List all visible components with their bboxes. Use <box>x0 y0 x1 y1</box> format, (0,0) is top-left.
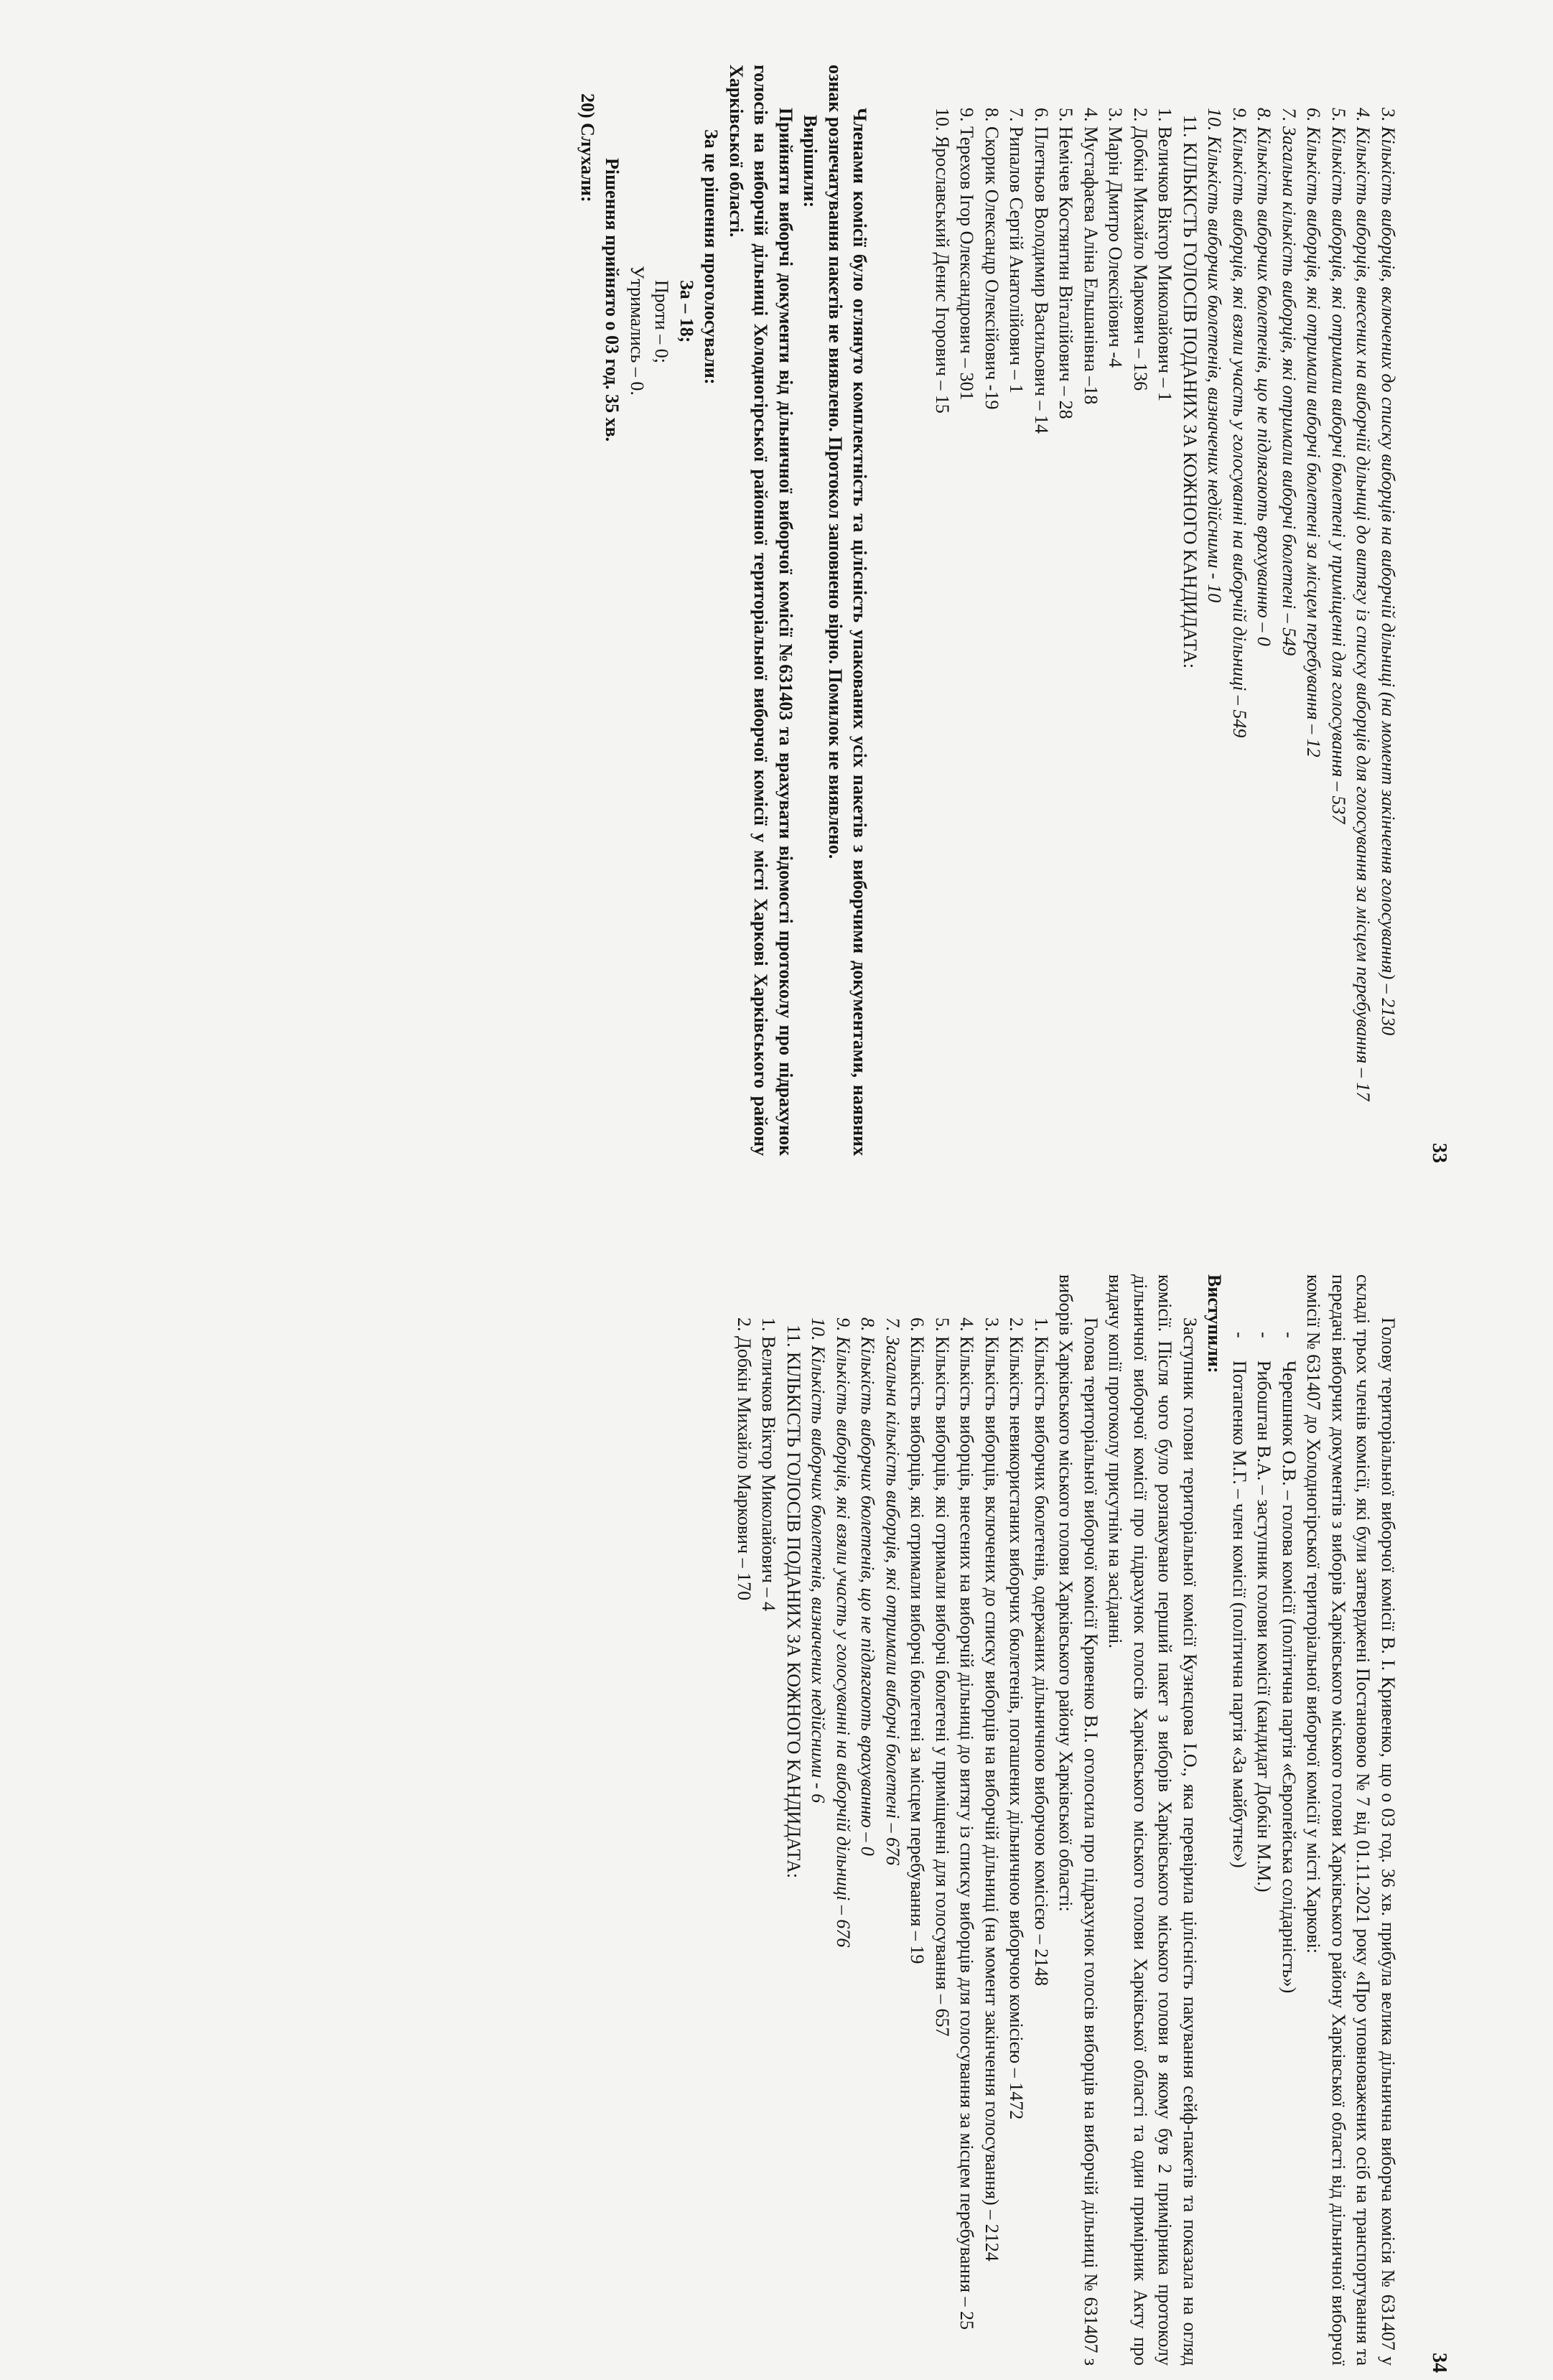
resolved-text: Прийняти виборчі документи від дільничної виборчої комісії №631403 та врахувати відомості протоколу про підрахунок голосів на виборчій дільниці Холодногірської районної територіальної виборчої комісії у місті Харкові Харківського району Харківської області. <box>726 65 796 1156</box>
vote-against: Проти – 0; <box>651 280 673 363</box>
stat-item-5: 5. Кількість виборців, які отримали виборчі бюлетені у приміщенні для голосування – 657 <box>932 1317 953 2037</box>
candidate-row: 6. Плетньов Володимир Васильович – 14 <box>1031 108 1052 434</box>
stat-item-6: 6. Кількість виборців, які отримали виборчі бюлетені за місцем перебування – 12 <box>1303 108 1325 757</box>
candidate-row: 1. Величков Віктор Миколайович – 1 <box>1155 108 1176 402</box>
candidate-row: 4. Мустафаєва Аліна Ельшанівна –18 <box>1081 108 1101 405</box>
member-row: - Потапенко М.Г. – член комісії (політична партія «За майбутнє») <box>1229 1332 1250 1868</box>
candidate-row: 9. Терехов Ігор Олександрович – 301 <box>956 108 978 401</box>
stat-item-7: 7. Загальна кількість виборців, які отримали виборчі бюлетені – 676 <box>882 1317 903 1866</box>
stat-item-10: 10. Кількість виборчих бюлетенів, визначених недійсними - 6 <box>808 1317 829 1803</box>
resolved-label: Вирішили: <box>800 115 821 208</box>
candidate-row: 8. Скорик Олександр Олексійович -19 <box>981 108 1002 410</box>
vote-abstain: Утримались – 0. <box>627 266 648 396</box>
candidate-row: 2. Добкін Михайло Маркович – 170 <box>734 1317 755 1601</box>
stat-item-8: 8. Кількість виборчих бюлетенів, що не підлягають врахуванню – 0 <box>857 1317 879 1856</box>
stat-item-10: 10. Кількість виборчих бюлетенів, визначених недійсними - 10 <box>1204 108 1226 603</box>
chair-text: Голова територіальної виборчої комісії Кривенко В.І. оголосила про підрахунок голосів виборців на виборчій дільниці № 631407 з виборів Харківського міського голови Харківського району Харківської області: <box>1055 1274 1101 2366</box>
member-row: - Рибоштан В.А. – заступник голови комісії (кандидат Добкін М.М.) <box>1254 1332 1275 1893</box>
vote-for: За – 18; <box>676 280 697 343</box>
candidate-row: 7. Рипалов Сергій Анатолійович – 1 <box>1006 108 1027 393</box>
decision-time: Рішення прийнято о 03 год. 35 хв. <box>602 158 623 442</box>
stat-item-4: 4. Кількість виборців, внесених на виборчій дільниці до витягу із списку виборців для голосування за місцем перебування – 17 <box>1353 108 1374 1101</box>
members-inspection-text: Членами комісії було оглянуто комплектність та цілісність упакованих усіх пакетів з виборчими документами, наявних ознак розпечатування пакетів не виявлено. Протокол заповнено вірно. Помилок не виявлено. <box>825 65 871 1156</box>
member-row: - Черешнюк О.В. – голова комісії (політична партія «Європейська солідарність») <box>1279 1332 1300 1994</box>
stat-item-3: 3. Кількість виборців, включених до списку виборців на виборчій дільниці (на момент закінчення голосування) – 2124 <box>981 1317 1002 2262</box>
vote-label: За це рішення проголосували: <box>701 129 722 385</box>
candidate-row: 1. Величков Віктор Миколайович – 4 <box>758 1317 780 1612</box>
stat-item-9: 9. Кількість виборців, які взяли участь у голосуванні на виборчій дільниці – 676 <box>833 1317 854 1948</box>
stat-item-8: 8. Кількість виборчих бюлетенів, що не підлягають врахуванню – 0 <box>1254 108 1275 646</box>
page-34-body <box>732 1274 1401 2366</box>
stat-item-5: 5. Кількість виборців, які отримали виборчі бюлетені у приміщенні для голосування – 537 <box>1328 108 1349 824</box>
page-number: 33 <box>1428 1143 1450 1163</box>
candidates-heading: 11. КІЛЬКІСТЬ ГОЛОСІВ ПОДАНИХ ЗА КОЖНОГО КАНДИДАТА: <box>783 1325 804 1879</box>
page-33 <box>122 50 1450 1170</box>
stat-item-1: 1. Кількість виборчих бюлетенів, одержаних дільничною виборчою комісією – 2148 <box>1031 1317 1052 1987</box>
intro-text: Голову територіальної виборчої комісії В. І. Кривенко, що о 03 год. 36 хв. прибула велика дільнична виборча комісія № 631407 у складі трьох членів комісії, які були затверджені Постановою № 7 від 01.11.2021 року «Про уповноважених осіб на транспортування та передачі виборчих документів з виборів Харківського міського голови Харківського району Харківської області від дільничної виборчої комісії № 631407 до Холодногірської територіальної виборчої комісії у місті Харкові: <box>1303 1274 1399 2366</box>
spoke-label: Виступили: <box>1204 1274 1226 1373</box>
item-20-heard: 20) Слухали: <box>577 93 598 202</box>
page-33-body <box>575 65 1401 1156</box>
spacer <box>872 65 930 1156</box>
stat-item-9: 9. Кількість виборців, які взяли участь у голосуванні на виборчій дільниці – 549 <box>1229 108 1250 738</box>
page-number: 34 <box>1428 2353 1450 2373</box>
stat-item-3: 3. Кількість виборців, включених до списку виборців на виборчій дільниці (на момент закінчення голосування) – 2130 <box>1378 108 1399 1036</box>
page-34 <box>122 1260 1450 2380</box>
candidates-heading: 11. КІЛЬКІСТЬ ГОЛОСІВ ПОДАНИХ ЗА КОЖНОГО КАНДИДАТА: <box>1180 115 1200 669</box>
candidate-row: 2. Добкін Михайло Маркович – 136 <box>1130 108 1151 391</box>
candidate-row: 3. Марін Дмитро Олексійович -4 <box>1105 108 1127 368</box>
stat-item-6: 6. Кількість виборців, які отримали виборчі бюлетені за місцем перебування – 19 <box>907 1317 928 1964</box>
candidate-row: 10. Ярославський Денис Ігорович – 15 <box>932 108 953 414</box>
stat-item-4: 4. Кількість виборців, внесених на виборчій дільниці до витягу із списку виборців для голосування за місцем перебування – 25 <box>956 1317 978 2330</box>
stat-item-2: 2. Кількість невикористаних виборчих бюлетенів, погашених дільничною виборчою комісією – 1472 <box>1006 1317 1027 2120</box>
stat-item-7: 7. Загальна кількість виборців, які отримали виборчі бюлетені – 549 <box>1279 108 1300 656</box>
spoke-text: Заступник голови територіальної комісії Кузнєцова І.О., яка перевірила цілісність пакування сейф-пакетів та показала на огляд комісії. Після чого було розпакувано перший пакет з виборів Харківського міського голови в якому був 2 примірника протоколу дільничної виборчої комісії про підрахунок голосів Харківського міського голови Харківської області та один примірник Акту про видачу копії протоколу присутнім на засіданні. <box>1105 1274 1200 2366</box>
candidate-row: 5. Немічев Костянтин Віталійович – 28 <box>1055 108 1077 419</box>
